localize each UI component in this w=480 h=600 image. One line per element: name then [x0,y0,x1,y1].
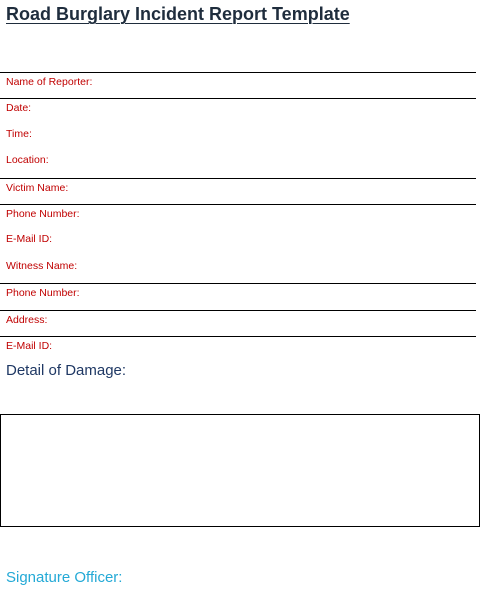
damage-detail-box[interactable] [0,414,480,527]
field-row-time[interactable] [0,125,476,151]
signature-officer-label: Signature Officer: [6,569,123,586]
field-row-victim-name[interactable] [0,178,476,204]
field-row-witness-email[interactable] [0,336,476,362]
field-label: Name of Reporter: [6,76,93,88]
field-row-location[interactable] [0,151,476,177]
field-label: Witness Name: [6,259,78,272]
field-label: Date: [6,102,32,115]
field-row-witness-address[interactable] [0,310,476,336]
field-label: Location: [6,154,49,167]
reporter-fields [0,72,476,362]
field-label: Time: [6,127,32,140]
field-label: Phone Number: [6,287,80,300]
field-row-witness-name[interactable] [0,257,476,283]
field-label: E-Mail ID: [6,233,53,246]
field-row-witness-phone[interactable] [0,283,476,309]
field-label: Victim Name: [6,181,69,194]
field-row-victim-phone[interactable] [0,204,476,230]
field-label: Address: [6,313,48,326]
field-label: E-Mail ID: [6,339,53,352]
document-title: Road Burglary Incident Report Template [6,4,350,24]
field-row-date[interactable] [0,98,476,124]
damage-section-heading: Detail of Damage: [6,362,127,379]
field-label: Phone Number: [6,207,80,220]
field-row-reporter-name[interactable] [0,72,476,98]
field-row-victim-email[interactable] [0,230,476,256]
